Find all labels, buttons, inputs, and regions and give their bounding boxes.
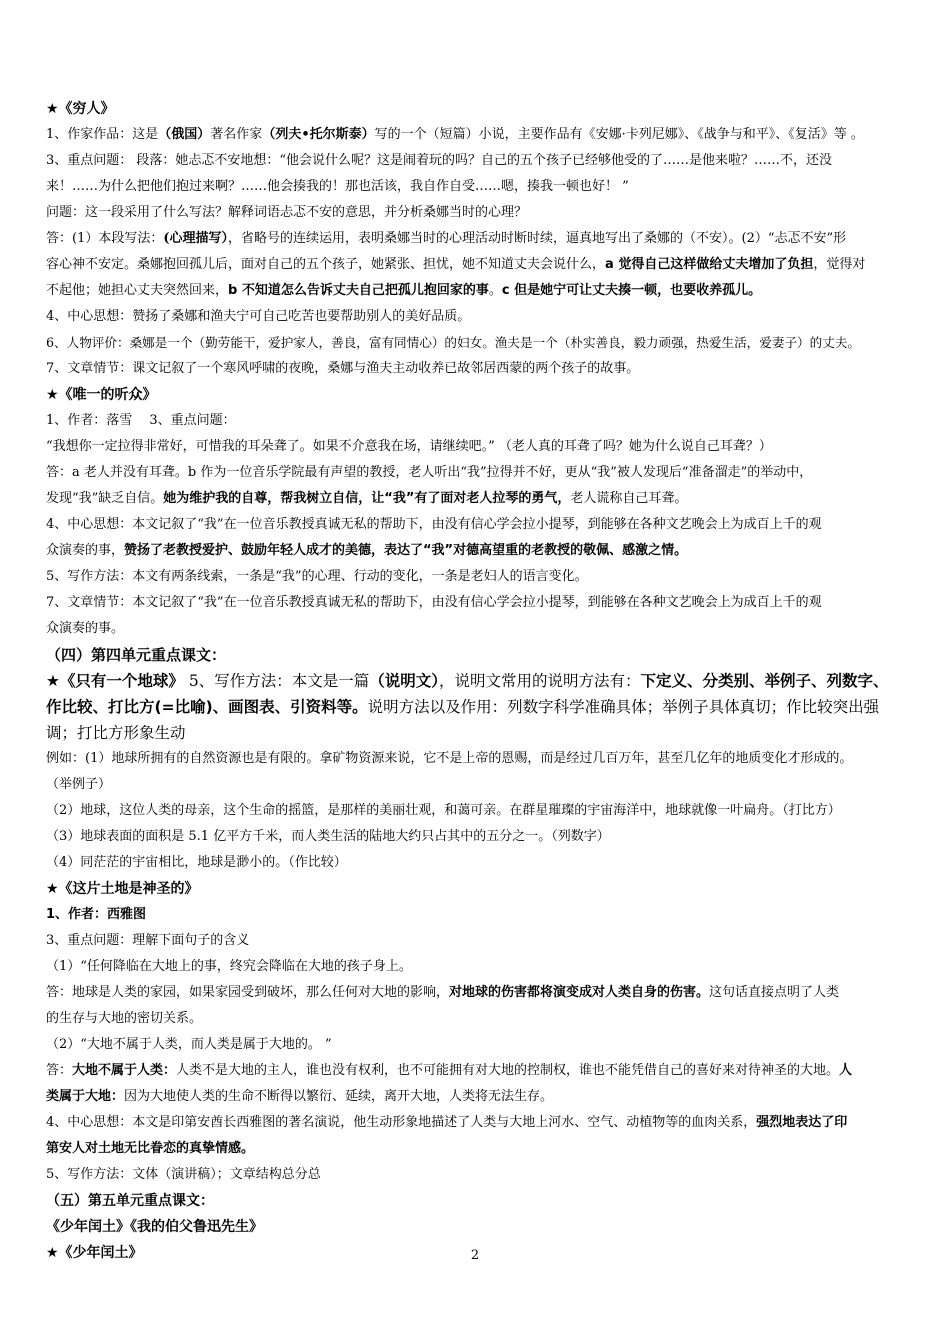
- poor-line-3: 来！……为什么把他们抱过来啊？……他会揍我的！那也活该，我自作自受……嗯，揍我一顿也好！ ”: [46, 179, 629, 194]
- unit4-example-3: （3）地球表面的面积是 5.1 亿平方千米，而人类生活的陆地大约只占其中的五分之一。（列数字）: [46, 829, 610, 844]
- poor-line-7: 不起他；她担心丈夫突然回来，b 不知道怎么告诉丈夫自己把孤儿抱回家的事。c 但是她宁可让丈夫揍一顿，也要收养孤儿。: [46, 283, 762, 298]
- listener-line-1: 1、作者：落雪 3、重点问题：: [46, 413, 236, 428]
- sacred-line-8: 类属于大地：因为大地使人类的生命不断得以繁衍、延续，离开大地，人类将无法生存。: [46, 1089, 554, 1104]
- section-title-runtu: ★《少年闰土》: [46, 1245, 143, 1261]
- listener-line-3: 答：a 老人并没有耳聋。b 作为一位音乐学院最有声望的教授，老人听出“我”拉得并不好，更从“我”被人发现后“准备溜走”的举动中，: [46, 465, 813, 480]
- poor-line-9: 6、人物评价：桑娜是一个（勤劳能干，爱护家人，善良，富有同情心）的妇女。渔夫是一个（朴实善良，毅力顽强，热爱生活，爱妻子）的丈夫。: [46, 335, 861, 350]
- sacred-line-11: 5、写作方法：文体（演讲稿）；文章结构总分总: [46, 1167, 321, 1182]
- sacred-line-6: （2）“大地不属于人类，而人类是属于大地的。 ”: [46, 1037, 332, 1052]
- sacred-line-2: 3、重点问题：理解下面句子的含义: [46, 933, 250, 948]
- unit4-para-line-1: ★《只有一个地球》 5、写作方法：本文是一篇（说明文），说明文常用的说明方法有：下定义、分类别、举例子、列数字、: [46, 672, 889, 690]
- sacred-line-4: 答：地球是人类的家园，如果家园受到破坏，那么任何对大地的影响，对地球的伤害都将演变成对人类自身的伤害。这句话直接点明了人类: [46, 985, 840, 1000]
- section-title-listener: ★《唯一的听众》: [46, 387, 157, 403]
- poor-line-1: 1、作家作品：这是（俄国）著名作家（列夫•托尔斯泰）写的一个（短篇）小说，主要作品有《安娜·卡列尼娜》、《战争与和平》、《复活》等 。: [46, 127, 864, 142]
- sacred-line-10: 第安人对土地无比眷恋的真挚情感。: [46, 1141, 255, 1156]
- poor-line-6: 容心神不安定。桑娜抱回孤儿后，面对自己的五个孩子，她紧张、担忧，她不知道丈夫会说什么，a 觉得自己这样做给丈夫增加了负担，觉得对: [46, 257, 866, 272]
- poor-line-10: 7、文章情节：课文记叙了一个寒风呼啸的夜晚，桑娜与渔夫主动收养已故邻居西蒙的两个孩子的故事。: [46, 361, 640, 376]
- unit4-example-4: （4）同茫茫的宇宙相比，地球是渺小的。（作比较）: [46, 855, 347, 870]
- sacred-line-3: （1）“任何降临在大地上的事，终究会降临在大地的孩子身上。: [46, 959, 412, 974]
- unit4-example-1: 例如：(1）地球所拥有的自然资源也是有限的。拿矿物资源来说，它不是上帝的恩赐，而是经过几百万年，甚至几亿年的地质变化才形成的。: [46, 751, 853, 766]
- listener-line-9: 众演奏的事。: [46, 621, 125, 636]
- unit5-titles: 《少年闰土》《我的伯父鲁迅先生》: [46, 1219, 263, 1235]
- unit4-para-line-3: 调；打比方形象生动: [46, 724, 186, 742]
- section-title-sacred: ★《这片土地是神圣的》: [46, 881, 199, 897]
- listener-line-6: 众演奏的事，赞扬了老教授爱护、鼓励年轻人成才的美德，表达了“我”对德高望重的老教授的敬佩、感激之情。: [46, 543, 688, 558]
- listener-line-5: 4、中心思想：本文记叙了“我”在一位音乐教授真诚无私的帮助下，由没有信心学会拉小提琴，到能够在各种文艺晚会上为成百上千的观: [46, 517, 822, 532]
- page-number: 2: [470, 1248, 480, 1263]
- listener-line-8: 7、文章情节：本文记叙了“我”在一位音乐教授真诚无私的帮助下，由没有信心学会拉小提琴，到能够在各种文艺晚会上为成百上千的观: [46, 595, 822, 610]
- unit4-heading: （四）第四单元重点课文：: [46, 646, 227, 664]
- poor-line-8: 4、中心思想：赞扬了桑娜和渔夫宁可自己吃苦也要帮助别人的美好品质。: [46, 309, 471, 324]
- poor-line-4: 问题：这一段采用了什么写法？解释词语忐忑不安的意思，并分析桑娜当时的心理？: [46, 205, 528, 220]
- sacred-line-1: 1、作者：西雅图: [46, 907, 147, 922]
- document-body: [46, 96, 908, 1266]
- listener-line-4: 发现“我”缺乏自信。她为维护我的自尊，帮我树立自信，让“我”有了面对老人拉琴的勇气，老人谎称自己耳聋。: [46, 491, 688, 506]
- unit4-para-line-2: 作比较、打比方(=比喻)、画图表、引资料等。说明方法以及作用：列数字科学准确具体；举例子具体真切；作比较突出强: [46, 698, 880, 716]
- listener-line-2: “我想你一定拉得非常好，可惜我的耳朵聋了。如果不介意我在场，请继续吧。” （老人真的耳聋了吗？她为什么说自己耳聋？）: [46, 439, 772, 454]
- section-title-poor: ★《穷人》: [46, 101, 115, 117]
- unit5-heading: （五）第五单元重点课文：: [46, 1193, 214, 1209]
- unit4-example-2: （2）地球，这位人类的母亲，这个生命的摇篮，是那样的美丽壮观，和蔼可亲。在群星璀璨的宇宙海洋中，地球就像一叶扁舟。（打比方）: [46, 803, 841, 818]
- sacred-line-9: 4、中心思想：本文是印第安酋长西雅图的著名演说，他生动形象地描述了人类与大地上河水、空气、动植物等的血肉关系，强烈地表达了印: [46, 1115, 848, 1130]
- unit4-example-1-label: （举例子）: [46, 777, 112, 792]
- poor-line-5: 答：(1）本段写法：(心理描写），省略号的连续运用，表明桑娜当时的心理活动时断时续，逼真地写出了桑娜的（不安）。(2）“忐忑不安”形: [46, 231, 847, 246]
- poor-line-2: 3、重点问题： 段落：她忐忑不安地想：“他会说什么呢？这是闹着玩的吗？自己的五个孩子已经够他受的了……是他来啦？……不，还没: [46, 153, 833, 168]
- listener-line-7: 5、写作方法：本文有两条线索，一条是“我”的心理、行动的变化，一条是老妇人的语言变化。: [46, 569, 588, 584]
- sacred-line-5: 的生存与大地的密切关系。: [46, 1011, 203, 1026]
- sacred-line-7: 答：大地不属于人类：人类不是大地的主人，谁也没有权利，也不可能拥有对大地的控制权，谁也不能凭借自己的喜好来对待神圣的大地。人: [46, 1063, 853, 1078]
